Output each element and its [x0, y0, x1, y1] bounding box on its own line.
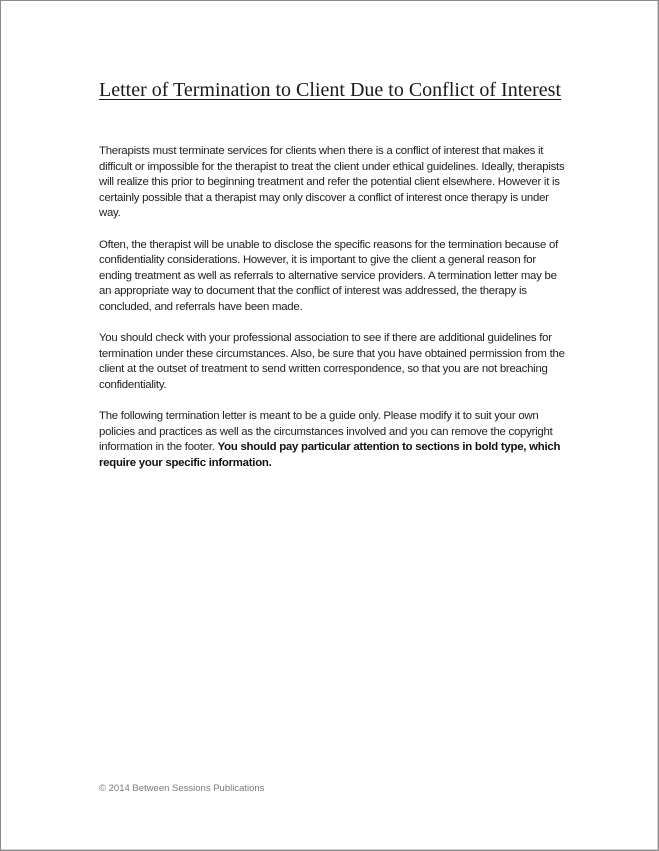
document-title: Letter of Termination to Client Due to Conflict of Interest	[99, 79, 562, 101]
guide-note-text: The following termination letter is meant to be a guide only. Please modify it to suit your own policies and practices as well as the circumstances involved and you can remove the copyright information in the footer.	[99, 410, 553, 454]
guide-note-bold: You should pay particular attention to sections in bold type, which require your specific information.	[99, 441, 561, 469]
paragraph-guide-note	[99, 409, 571, 471]
paragraph-guidelines: You should check with your professional association to see if there are additional guidelines for termination under these circumstances. Also, be sure that you have obtained permission from the client at the outset of treatment to send written correspondence, so that you are not breaching confidentiality.	[99, 332, 565, 391]
document-body	[99, 144, 571, 487]
copyright-footer: © 2014 Between Sessions Publications	[99, 783, 265, 794]
paragraph-confidentiality: Often, the therapist will be unable to disclose the specific reasons for the termination because of confidentiality considerations. However, it is important to give the client a general reason for ending treatment as well as referrals to alternative service providers. A termination letter may be an appropriate way to document that the conflict of interest was addressed, the therapy is concluded, and referrals have been made.	[99, 238, 558, 313]
paragraph-intro: Therapists must terminate services for clients when there is a conflict of interest that makes it difficult or impossible for the therapist to treat the client under ethical guidelines. Ideally, therapists will realize this prior to beginning treatment and refer the potential client elsewhere. However it is certainly possible that a therapist may only discover a conflict of interest once therapy is under way.	[99, 145, 565, 220]
